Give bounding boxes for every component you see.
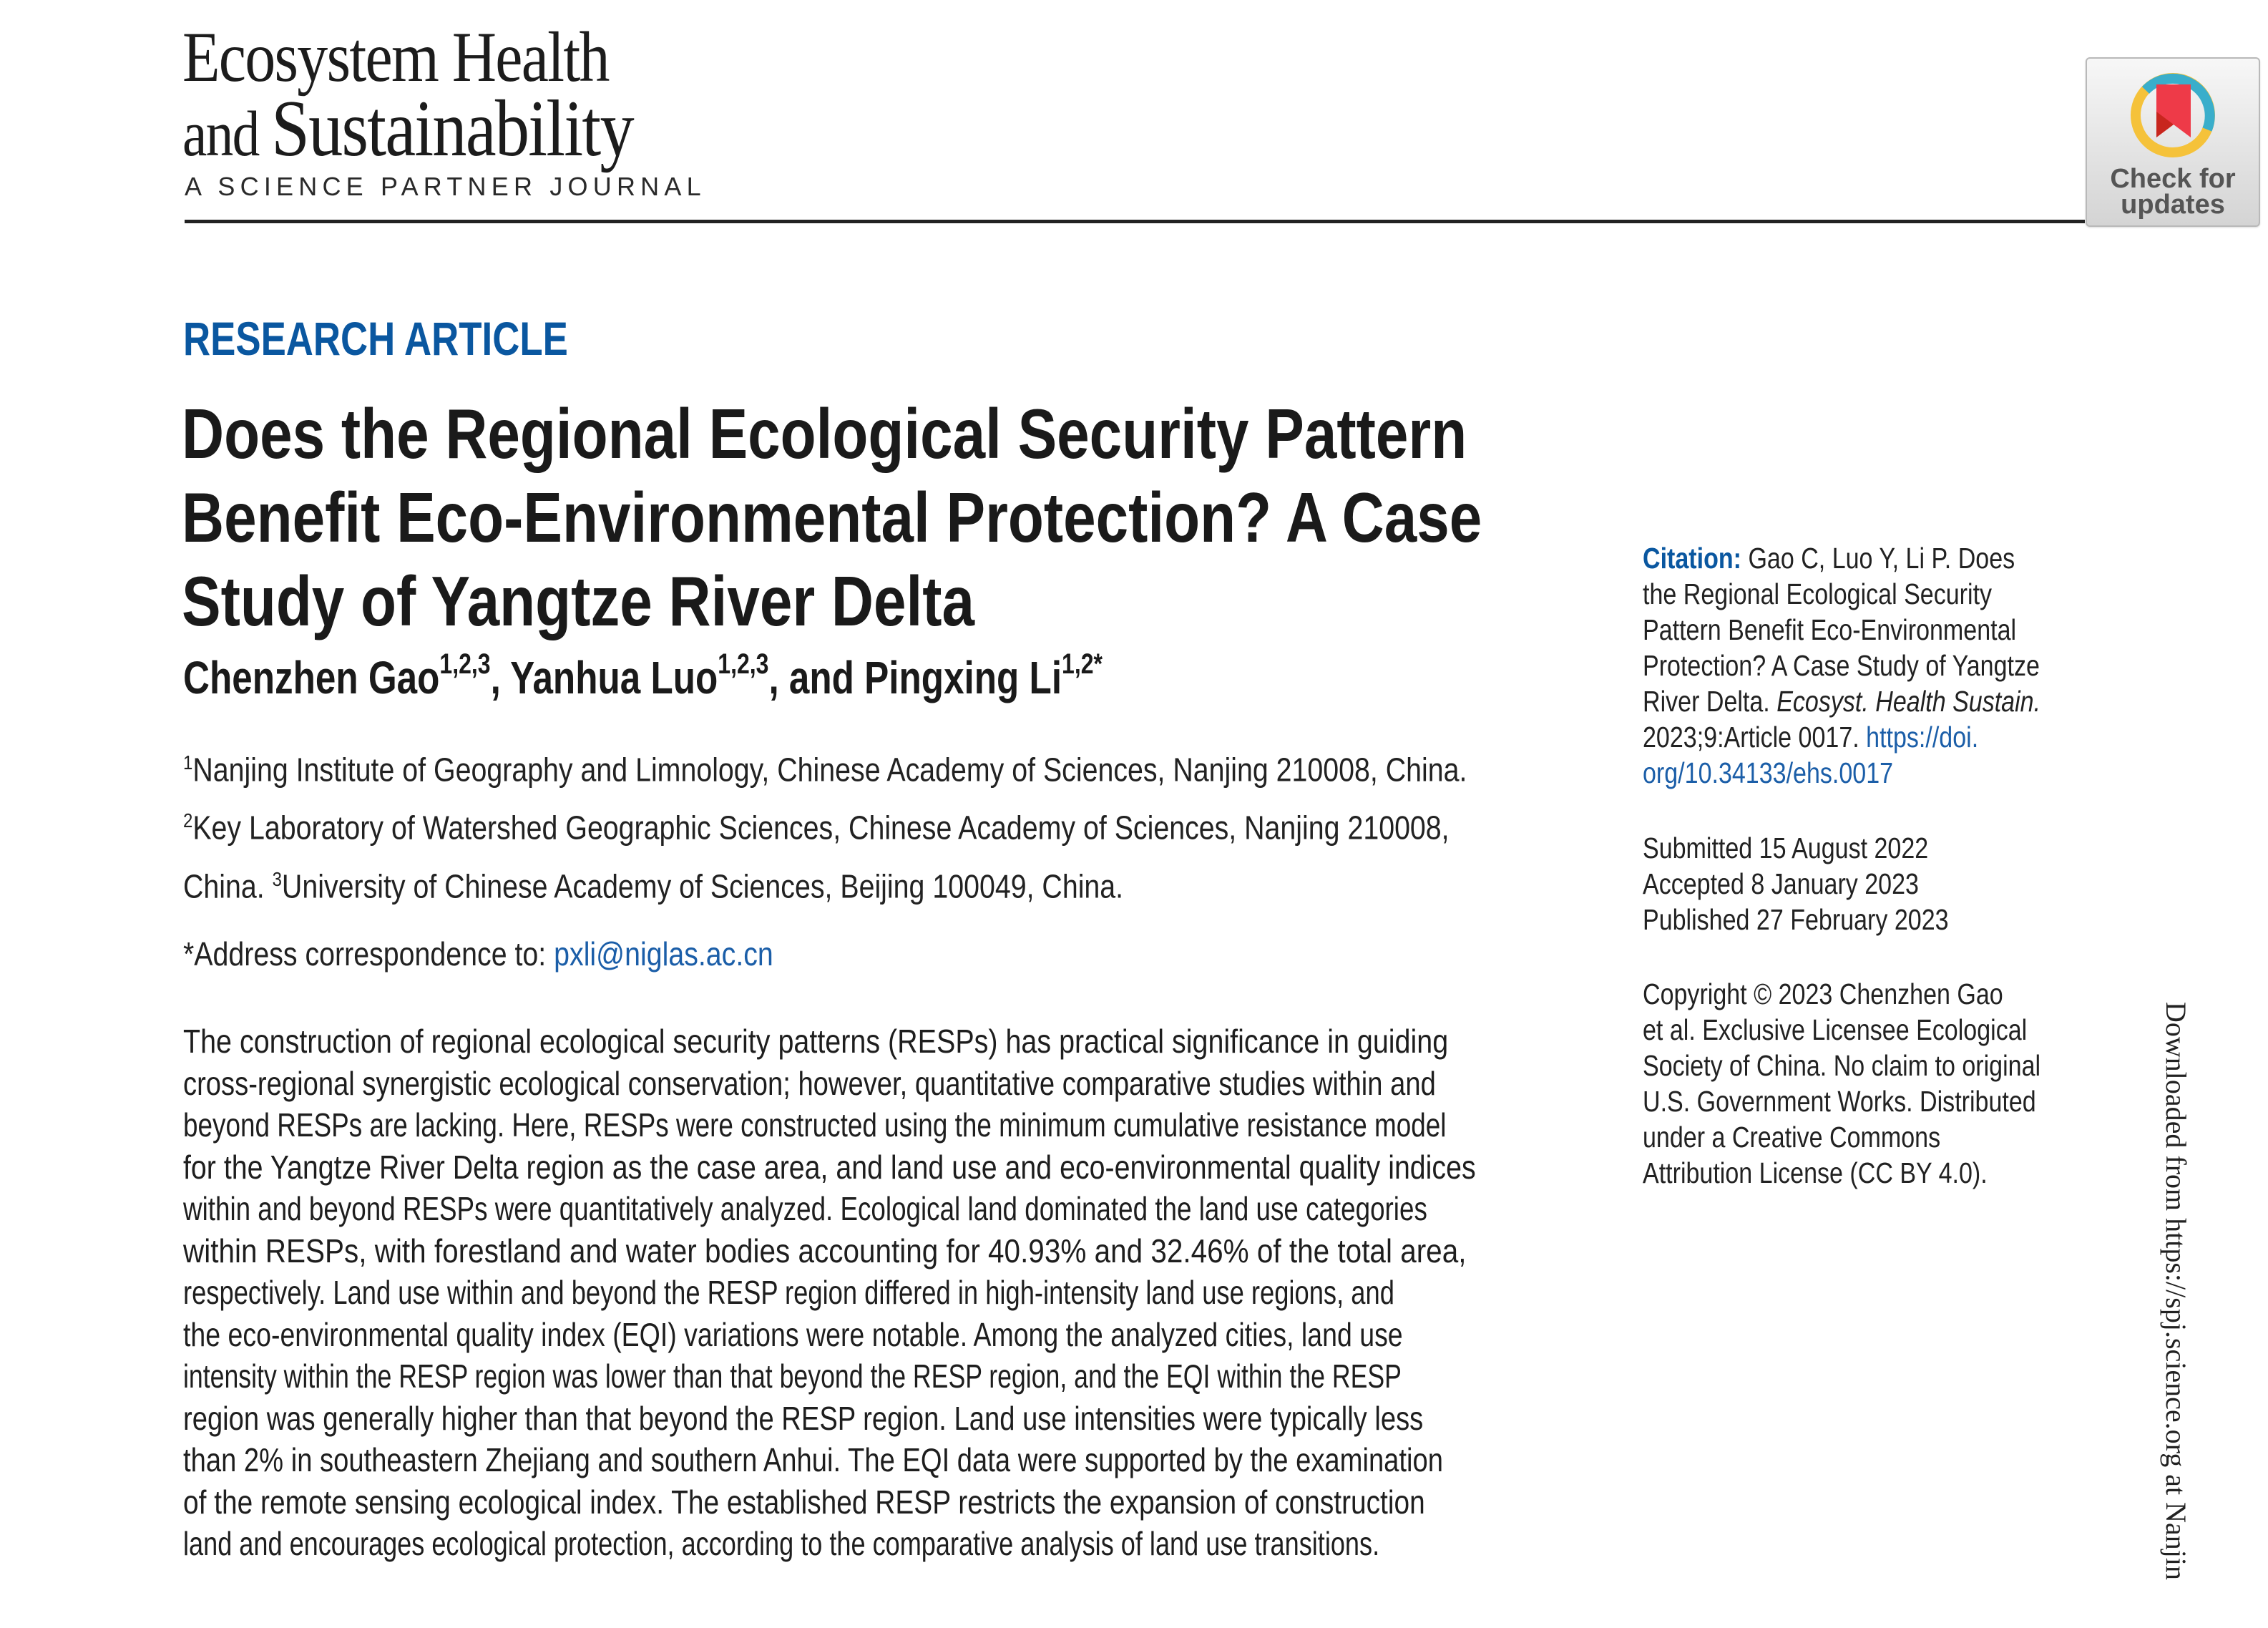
download-margin-note: Downloaded from https://spj.science.org at Nanjin (2160, 1002, 2192, 1580)
citation-line: Pattern Benefit Eco-Environmental (1643, 613, 2017, 646)
author-name[interactable]: Pingxing Li (864, 652, 1062, 703)
citation-block (1643, 540, 2122, 791)
affiliations (183, 737, 1685, 912)
abstract-line: within and beyond RESPs were quantitatively analyzed. Ecological land dominated the land use categories (183, 1190, 1427, 1227)
citation-text: River Delta. (1643, 685, 1777, 718)
citation-line: Protection? A Case Study of Yangtze (1643, 649, 2040, 682)
abstract-line: land and encourages ecological protection, according to the comparative analysis of land use transitions. (183, 1525, 1380, 1562)
affiliation-marker: 3 (272, 867, 282, 890)
badge-label-line1: Check for (2110, 164, 2236, 194)
check-for-updates-icon (2126, 69, 2219, 162)
abstract-line: within RESPs, with forestland and water bodies accounting for 40.93% and 32.46% of the total area, (183, 1232, 1467, 1269)
abstract-line: of the remote sensing ecological index. The established RESP restricts the expansion of construction (183, 1483, 1425, 1521)
correspondence-email-link[interactable]: pxli@niglas.ac.cn (554, 935, 773, 973)
title-line: Benefit Eco-Environmental Protection? A Case (182, 478, 1482, 557)
badge-label-line2: updates (2121, 190, 2225, 220)
abstract-line: respectively. Land use within and beyond the RESP region differed in high-intensity land use regions, and (183, 1274, 1394, 1311)
correspondence (183, 928, 773, 980)
badge-label (2087, 166, 2259, 218)
affiliation-marker: 2 (183, 809, 193, 832)
citation-label: Citation: (1643, 542, 1741, 575)
copyright-line: U.S. Government Works. Distributed (1643, 1085, 2036, 1118)
published-date: Published 27 February 2023 (1643, 903, 1949, 936)
affiliation-marker: 1 (183, 751, 193, 774)
accepted-date: Accepted 8 January 2023 (1643, 867, 1919, 900)
abstract-line: beyond RESPs are lacking. Here, RESPs were constructed using the minimum cumulative resistance model (183, 1106, 1447, 1144)
citation-text: 2023;9:Article 0017. (1643, 721, 1867, 754)
title-line: Does the Regional Ecological Security Pattern (182, 394, 1467, 473)
author-separator: , and (768, 652, 865, 703)
title-line: Study of Yangtze River Delta (182, 562, 975, 640)
author-affiliation-marker: 1,2* (1062, 648, 1103, 680)
author-affiliation-marker: 1,2,3 (718, 648, 769, 680)
check-for-updates-button[interactable] (2086, 57, 2260, 227)
citation-journal-abbrev: Ecosyst. Health Sustain. (1776, 685, 2041, 718)
author-affiliation-marker: 1,2,3 (439, 648, 491, 680)
doi-link[interactable]: org/10.34133/ehs.0017 (1643, 756, 1894, 789)
citation-text: Gao C, Luo Y, Li P. Does (1741, 542, 2015, 575)
copyright-block (1643, 976, 2122, 1191)
affiliation-text: Nanjing Institute of Geography and Limnology, Chinese Academy of Sciences, Nanjing 210008, China. (192, 751, 1467, 789)
journal-name-line2 (182, 84, 633, 173)
copyright-line: Society of China. No claim to original (1643, 1049, 2041, 1082)
citation-line (1643, 540, 2040, 576)
copyright-line: under a Creative Commons (1643, 1121, 1941, 1154)
correspondence-label: *Address correspondence to: (183, 935, 554, 973)
abstract-line: for the Yangtze River Delta region as the case area, and land use and eco-environmental quality indices (183, 1148, 1476, 1186)
author-name[interactable]: Chenzhen Gao (183, 652, 440, 703)
affiliation-text: Key Laboratory of Watershed Geographic Sciences, Chinese Academy of Sciences, Nanjing 210008, (192, 809, 1450, 847)
affiliation-line (183, 737, 1467, 795)
abstract (183, 1020, 1593, 1565)
author-name[interactable]: Yanhua Luo (510, 652, 718, 703)
header-rule (185, 220, 2085, 223)
article-type: RESEARCH ARTICLE (183, 312, 568, 365)
journal-logo (182, 17, 706, 173)
article-title (182, 392, 1739, 643)
publication-dates (1643, 830, 2011, 937)
author-separator: , (490, 652, 511, 703)
citation-line: the Regional Ecological Security (1643, 577, 1993, 610)
journal-name-line2-prefix: and (182, 99, 272, 170)
affiliation-text: University of Chinese Academy of Sciences, Beijing 100049, China. (281, 867, 1124, 905)
copyright-line: Copyright © 2023 Chenzhen Gao (1643, 978, 2003, 1010)
submitted-date: Submitted 15 August 2022 (1643, 832, 1929, 864)
affiliation-text: China. (183, 867, 273, 905)
abstract-line: than 2% in southeastern Zhejiang and southern Anhui. The EQI data were supported by the examination (183, 1441, 1443, 1478)
abstract-line: cross-regional synergistic ecological conservation; however, quantitative comparative studies within and (183, 1064, 1436, 1102)
abstract-line: The construction of regional ecological security patterns (RESPs) has practical significance in guiding (183, 1023, 1449, 1060)
citation-line (1643, 683, 2040, 719)
abstract-line: intensity within the RESP region was lower than that beyond the RESP region, and the EQI within the RESP (183, 1358, 1402, 1395)
journal-name-line1: Ecosystem Health (182, 17, 609, 97)
abstract-line: the eco-environmental quality index (EQI) variations were notable. Among the analyzed cities, land use (183, 1315, 1403, 1353)
citation-line (1643, 755, 2040, 791)
affiliation-line (183, 854, 1467, 912)
affiliation-line (183, 795, 1467, 853)
copyright-line: Attribution License (CC BY 4.0). (1643, 1156, 1988, 1189)
citation-line (1643, 719, 2040, 755)
journal-name-line2-main: Sustainability (271, 84, 633, 173)
copyright-line: et al. Exclusive Licensee Ecological (1643, 1013, 2028, 1046)
doi-link[interactable]: https://doi. (1866, 721, 1979, 754)
abstract-line: region was generally higher than that beyond the RESP region. Land use intensities were typically less (183, 1399, 1424, 1437)
journal-subtitle: A SCIENCE PARTNER JOURNAL (185, 172, 706, 201)
author-list (183, 648, 1103, 704)
